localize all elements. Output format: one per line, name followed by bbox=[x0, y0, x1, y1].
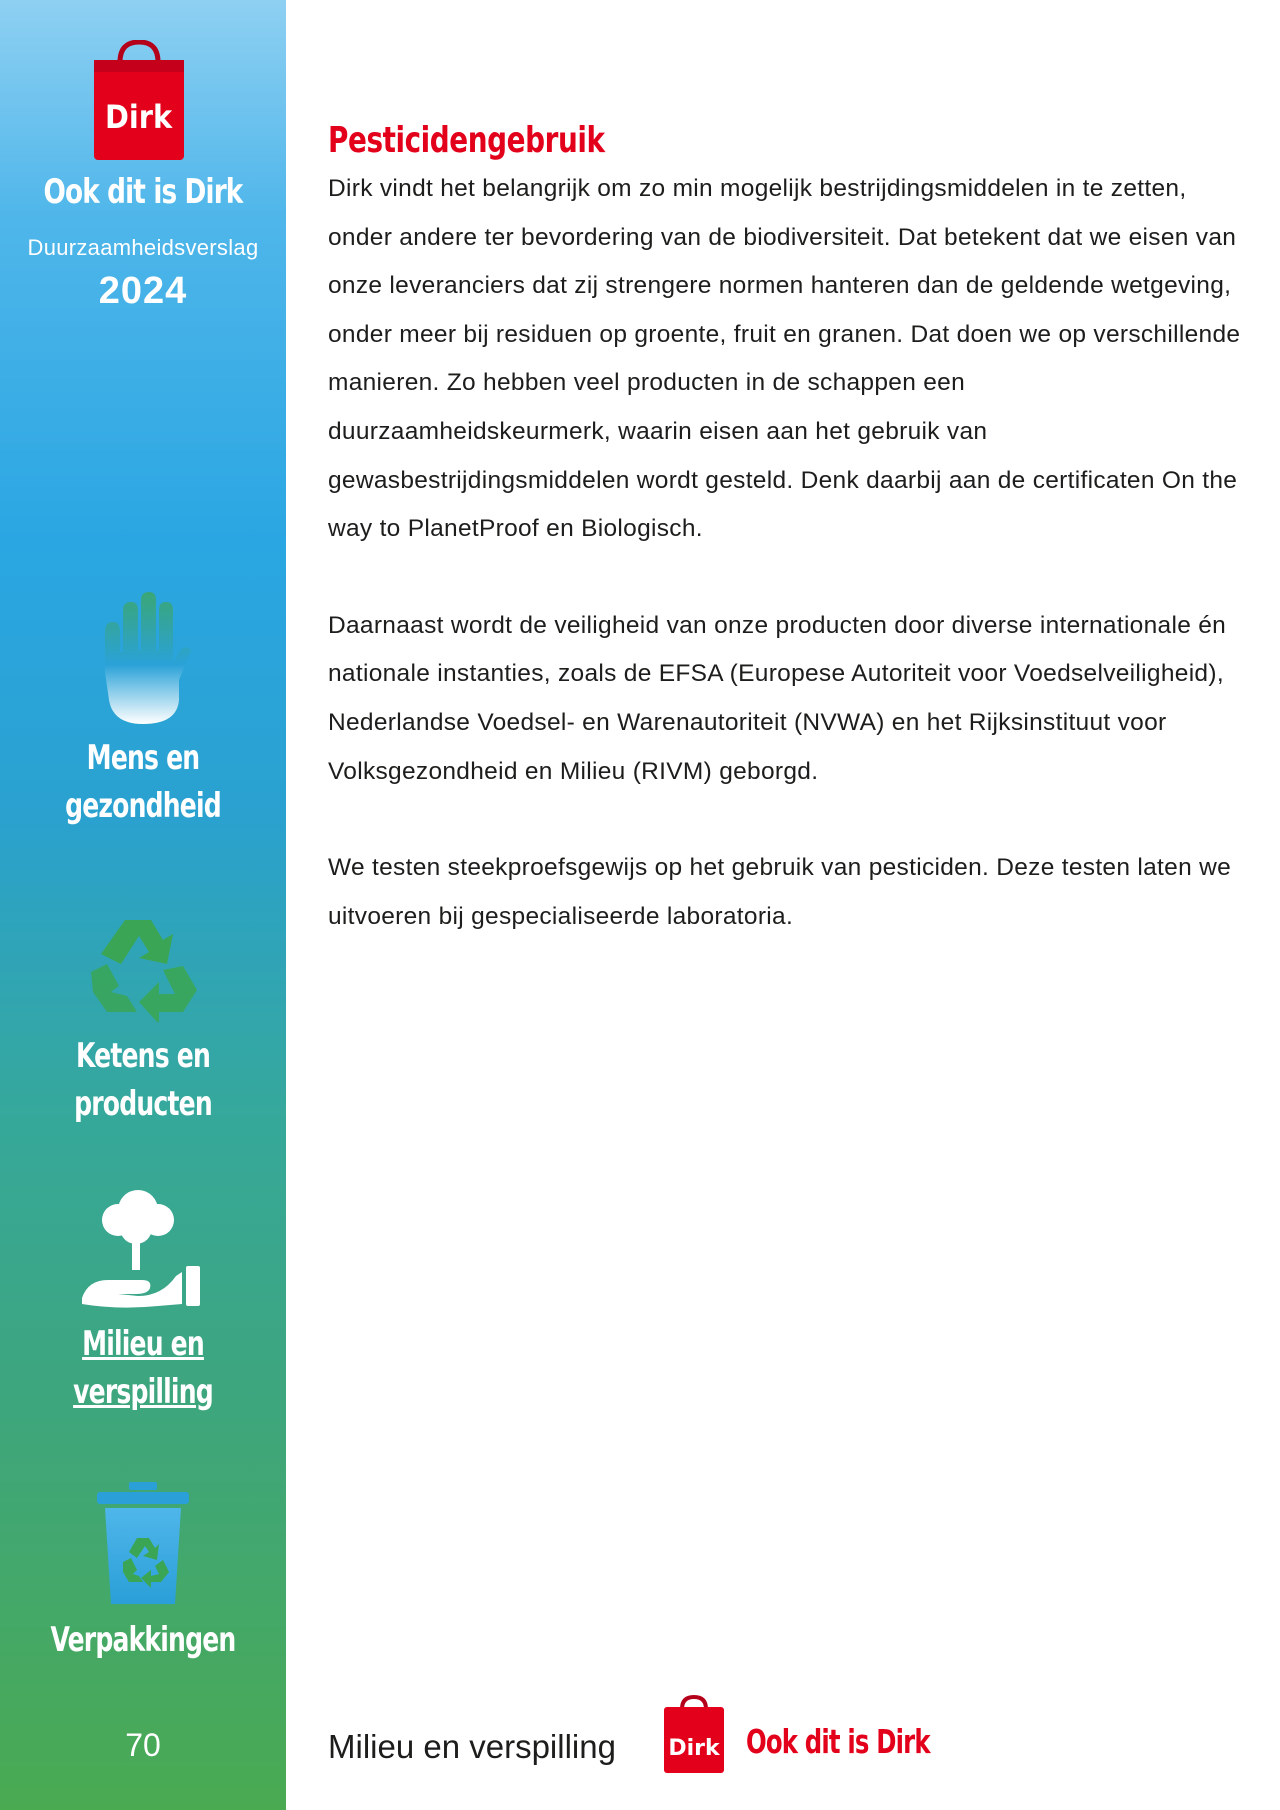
page-number: 70 bbox=[125, 1727, 161, 1763]
tree-hand-icon bbox=[78, 1180, 208, 1310]
nav-label: Mens en gezondheid bbox=[65, 738, 221, 826]
logo-text: Dirk bbox=[105, 99, 173, 137]
sidebar bbox=[0, 0, 286, 1810]
recycle-icon bbox=[83, 912, 203, 1022]
footer-dirk-bag-logo bbox=[662, 1695, 726, 1775]
hand-icon bbox=[93, 592, 193, 724]
nav-label: Milieu en verspilling bbox=[73, 1324, 213, 1412]
nav-item-mens-en-gezondheid[interactable] bbox=[0, 592, 286, 830]
section-title: Pesticidengebruik bbox=[328, 120, 605, 161]
footer-section-label: Milieu en verspilling bbox=[328, 1728, 616, 1765]
paragraph: Daarnaast wordt de veiligheid van onze producten door diverse internationale én nationale instanties, zoals de EFSA (Europese Autoriteit voor Voedselveiligheid), Nederlandse Voedsel- en Warenautoriteit (NVWA) en het Rijksinstituut voor Volksgezondheid en Milieu (RIVM) geborgd. bbox=[328, 611, 1227, 785]
paragraph: We testen steekproefsgewijs op het gebruik van pesticiden. Deze testen laten we uitvoeren bij gespecialiseerde laboratoria. bbox=[328, 854, 1232, 930]
dirk-bag-logo bbox=[90, 40, 188, 162]
footer-logo-text: Dirk bbox=[668, 1736, 720, 1761]
report-year: 2024 bbox=[98, 270, 188, 312]
brand-title: Ook dit is Dirk bbox=[43, 172, 243, 212]
nav-item-verpakkingen[interactable] bbox=[0, 1482, 286, 1664]
recycle-bin-icon bbox=[93, 1482, 193, 1606]
nav-label: Ketens en producten bbox=[74, 1036, 212, 1124]
footer-brand: Ook dit is Dirk bbox=[746, 1722, 930, 1761]
nav-item-milieu-en-verspilling[interactable] bbox=[0, 1180, 286, 1416]
paragraph: Dirk vindt het belangrijk om zo min mogelijk bestrijdingsmiddelen in te zetten, onder andere ter bevordering van de biodiversiteit. Dat betekent dat we eisen van onze leveranciers dat zij strengere normen hanteren dan de geldende wetgeving, onder meer bij residuen op groente, fruit en granen. Dat doen we op verschillende manieren. Zo hebben veel producten in de schappen een duurzaamheidskeurmerk, waarin eisen aan het gebruik van gewasbestrijdingsmiddelen wordt gesteld. Denk daarbij aan de certificaten On the way to PlanetProof en Biologisch. bbox=[328, 175, 1241, 543]
report-label: Duurzaamheidsverslag bbox=[27, 235, 259, 260]
nav-item-ketens-en-producten[interactable] bbox=[0, 912, 286, 1128]
nav-label: Verpakkingen bbox=[50, 1620, 236, 1660]
main-content bbox=[328, 120, 1248, 989]
